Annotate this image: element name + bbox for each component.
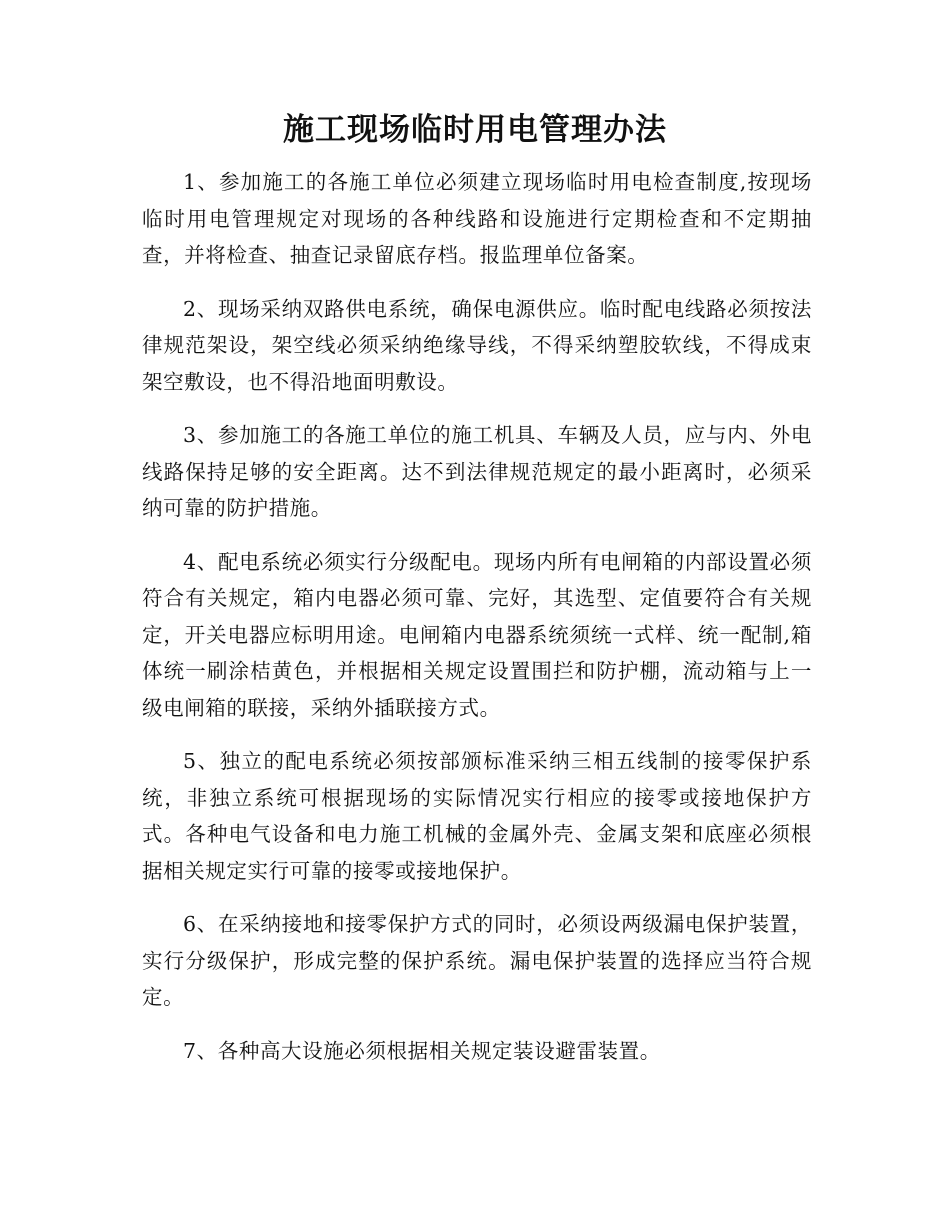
document-body: [142, 164, 812, 1086]
paragraph-1: 1、参加施工的各施工单位必须建立现场临时用电检查制度,按现场临时用电管理规定对现场的各种线路和设施进行定期检查和不定期抽查，并将检查、抽查记录留底存档。报监理单位备案。: [142, 170, 812, 267]
paragraph-4: 4、配电系统必须实行分级配电。现场内所有电闸箱的内部设置必须符合有关规定，箱内电器必须可靠、完好，其选型、定值要符合有关规定，开关电器应标明用途。电闸箱内电器系统须统一式样、统一配制,箱体统一刷涂桔黄色，并根据相关规定设置围拦和防护棚，流动箱与上一级电闸箱的联接，采纳外插联接方式。: [142, 549, 812, 720]
document-title: 施工现场临时用电管理办法: [283, 112, 667, 148]
paragraph-7: 7、各种高大设施必须根据相关规定装设避雷装置。: [183, 1038, 661, 1063]
paragraph-3: 3、参加施工的各施工单位的施工机具、车辆及人员，应与内、外电线路保持足够的安全距离。达不到法律规范规定的最小距离时，必须采纳可靠的防护措施。: [142, 423, 812, 520]
paragraph-5: 5、独立的配电系统必须按部颁标准采纳三相五线制的接零保护系统，非独立系统可根据现场的实际情况实行相应的接零或接地保护方式。各种电气设备和电力施工机械的金属外壳、金属支架和底座必须根据相关规定实行可靠的接零或接地保护。: [142, 749, 812, 883]
paragraph-2: 2、现场采纳双路供电系统，确保电源供应。临时配电线路必须按法律规范架设，架空线必须采纳绝缘导线，不得采纳塑胶软线，不得成束架空敷设，也不得沿地面明敷设。: [142, 296, 812, 394]
paragraph-6: 6、在采纳接地和接零保护方式的同时，必须设两级漏电保护装置，实行分级保护，形成完整的保护系统。漏电保护装置的选择应当符合规定。: [142, 912, 812, 1009]
